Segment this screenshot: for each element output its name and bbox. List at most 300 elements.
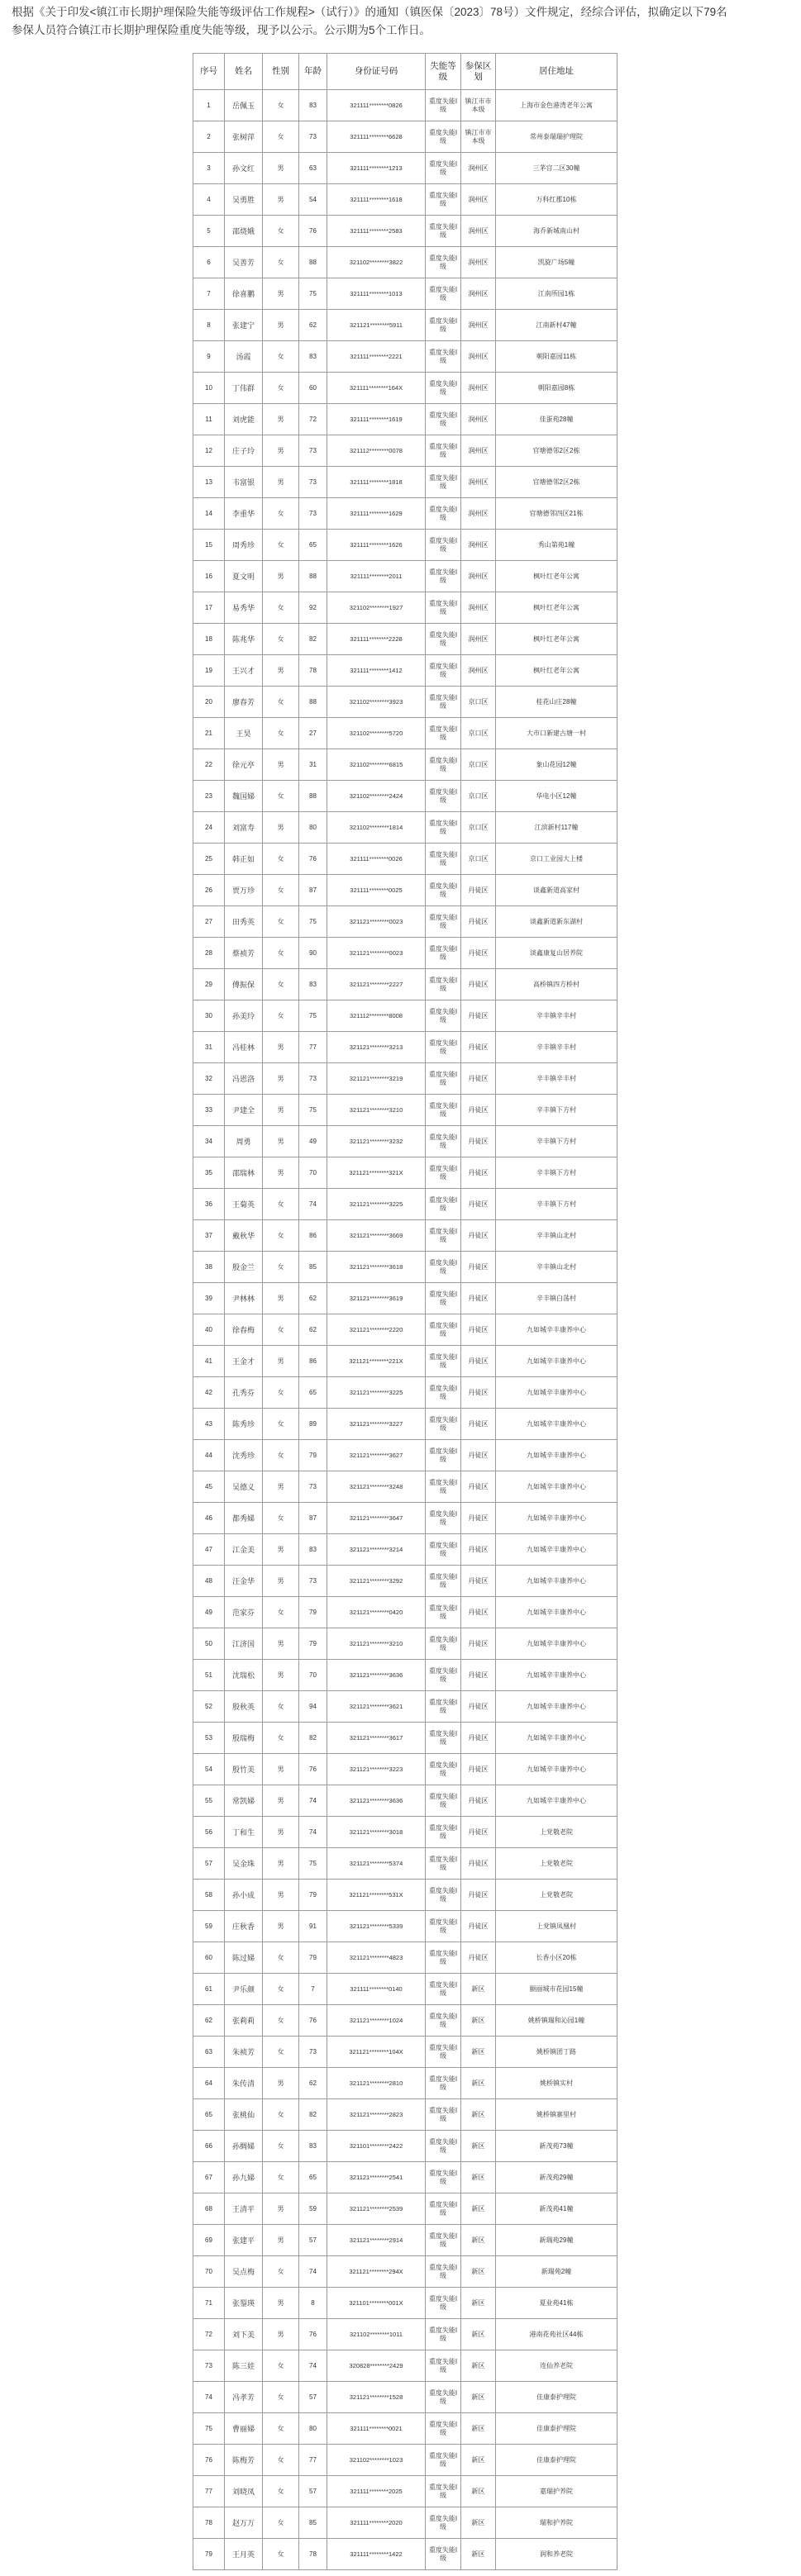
- cell-id-number: 321111********1818: [327, 467, 426, 498]
- cell-address: 常州泰瑞瑞护理院: [496, 121, 617, 153]
- cell-disability-level: 重度失能I级: [426, 561, 461, 592]
- table-row: [193, 2193, 617, 2225]
- cell-gender: 女: [263, 341, 299, 373]
- table-row: [193, 2162, 617, 2193]
- cell-district: 京口区: [461, 812, 496, 844]
- cell-gender: 男: [263, 1754, 299, 1785]
- cell-disability-level: 重度失能I级: [426, 1566, 461, 1597]
- cell-name: 吴德义: [225, 1471, 263, 1503]
- cell-district: 润州区: [461, 655, 496, 687]
- cell-name: 李重华: [225, 498, 263, 530]
- cell-district: 新区: [461, 2350, 496, 2382]
- cell-disability-level: 重度失能I级: [426, 1628, 461, 1660]
- cell-address: 江南新村47幢: [496, 310, 617, 341]
- cell-disability-level: 重度失能I级: [426, 2162, 461, 2193]
- table-row: [193, 2037, 617, 2068]
- cell-address: 上党敬老院: [496, 1848, 617, 1880]
- table-header-row: [193, 54, 617, 90]
- cell-no: 49: [193, 1597, 225, 1628]
- cell-id-number: 321102********1011: [327, 2319, 426, 2350]
- cell-address: 谈鑫康复山居养院: [496, 938, 617, 969]
- cell-district: 京口区: [461, 749, 496, 781]
- cell-name: 朱传清: [225, 2068, 263, 2099]
- cell-no: 7: [193, 278, 225, 310]
- cell-gender: 女: [263, 1314, 299, 1346]
- cell-disability-level: 重度失能I级: [426, 498, 461, 530]
- table-row: [193, 1157, 617, 1189]
- cell-disability-level: 重度失能I级: [426, 1189, 461, 1220]
- cell-disability-level: 重度失能I级: [426, 153, 461, 184]
- cell-name: 沈瑞松: [225, 1660, 263, 1691]
- cell-disability-level: 重度失能I级: [426, 2005, 461, 2037]
- table-row: [193, 1660, 617, 1691]
- cell-id-number: 321121********0023: [327, 906, 426, 938]
- cell-age: 73: [299, 2037, 327, 2068]
- cell-district: 丹徒区: [461, 1628, 496, 1660]
- cell-district: 丹徒区: [461, 1220, 496, 1252]
- cell-id-number: 321121********0023: [327, 938, 426, 969]
- cell-gender: 女: [263, 216, 299, 247]
- cell-disability-level: 重度失能I级: [426, 812, 461, 844]
- cell-disability-level: 重度失能I级: [426, 1000, 461, 1032]
- table-row: [193, 2413, 617, 2445]
- cell-gender: 女: [263, 1723, 299, 1754]
- cell-age: 62: [299, 1283, 327, 1314]
- table-row: [193, 1220, 617, 1252]
- cell-gender: 女: [263, 2413, 299, 2445]
- table-row: [193, 938, 617, 969]
- cell-gender: 女: [263, 875, 299, 906]
- cell-no: 26: [193, 875, 225, 906]
- cell-gender: 女: [263, 2037, 299, 2068]
- cell-address: 谈鑫新道高家村: [496, 875, 617, 906]
- cell-id-number: 321121********2539: [327, 2193, 426, 2225]
- cell-gender: 女: [263, 247, 299, 278]
- cell-district: 新区: [461, 2131, 496, 2162]
- cell-age: 63: [299, 153, 327, 184]
- table-row: [193, 875, 617, 906]
- cell-id-number: 321111********2020: [327, 2507, 426, 2539]
- cell-gender: 男: [263, 1628, 299, 1660]
- cell-id-number: 321121********221X: [327, 1346, 426, 1377]
- cell-gender: 男: [263, 561, 299, 592]
- cell-district: 丹徒区: [461, 1942, 496, 1974]
- cell-age: 76: [299, 2005, 327, 2037]
- cell-name: 周勇: [225, 1126, 263, 1157]
- table-row: [193, 310, 617, 341]
- cell-disability-level: 重度失能I级: [426, 1377, 461, 1409]
- cell-disability-level: 重度失能I级: [426, 969, 461, 1000]
- cell-name: 徐喜鹏: [225, 278, 263, 310]
- cell-name: 曹丽娣: [225, 2413, 263, 2445]
- cell-name: 邵烧娥: [225, 216, 263, 247]
- cell-disability-level: 重度失能I级: [426, 1063, 461, 1095]
- cell-district: 丹徒区: [461, 1660, 496, 1691]
- cell-age: 65: [299, 530, 327, 561]
- cell-no: 3: [193, 153, 225, 184]
- cell-district: 京口区: [461, 687, 496, 718]
- cell-address: 秀山第苑1幢: [496, 530, 617, 561]
- cell-no: 69: [193, 2225, 225, 2256]
- cell-address: 九如城辛丰康养中心: [496, 1314, 617, 1346]
- cell-no: 37: [193, 1220, 225, 1252]
- cell-address: 新瑞苑2幢: [496, 2256, 617, 2288]
- cell-gender: 女: [263, 718, 299, 749]
- cell-disability-level: 重度失能I级: [426, 2319, 461, 2350]
- cell-district: 新区: [461, 2099, 496, 2131]
- cell-address: 九如城辛丰康养中心: [496, 1346, 617, 1377]
- cell-address: 上党镇凤凰村: [496, 1911, 617, 1942]
- cell-no: 75: [193, 2413, 225, 2445]
- cell-district: 新区: [461, 2319, 496, 2350]
- table-row: [193, 1377, 617, 1409]
- cell-age: 83: [299, 2131, 327, 2162]
- cell-district: 润州区: [461, 467, 496, 498]
- cell-id-number: 321111********0140: [327, 1974, 426, 2005]
- cell-gender: 男: [263, 812, 299, 844]
- cell-disability-level: 重度失能I级: [426, 938, 461, 969]
- cell-disability-level: 重度失能I级: [426, 2131, 461, 2162]
- cell-address: 佳康泰护理院: [496, 2382, 617, 2413]
- cell-disability-level: 重度失能I级: [426, 2256, 461, 2288]
- cell-district: 丹徒区: [461, 1377, 496, 1409]
- cell-address: 夏业苑41栋: [496, 2288, 617, 2319]
- cell-disability-level: 重度失能I级: [426, 655, 461, 687]
- cell-address: 枫叶红老年公寓: [496, 624, 617, 655]
- cell-no: 59: [193, 1911, 225, 1942]
- cell-address: 九如城辛丰康养中心: [496, 1691, 617, 1723]
- cell-district: 丹徒区: [461, 938, 496, 969]
- cell-gender: 女: [263, 498, 299, 530]
- cell-no: 72: [193, 2319, 225, 2350]
- cell-district: 京口区: [461, 718, 496, 749]
- cell-no: 38: [193, 1252, 225, 1283]
- cell-age: 80: [299, 2413, 327, 2445]
- cell-id-number: 321111********0826: [327, 90, 426, 121]
- cell-age: 85: [299, 2507, 327, 2539]
- cell-disability-level: 重度失能I级: [426, 1817, 461, 1848]
- cell-address: 朝阳嘉园8栋: [496, 373, 617, 404]
- cell-name: 刘富寿: [225, 812, 263, 844]
- cell-gender: 男: [263, 1534, 299, 1566]
- cell-age: 90: [299, 938, 327, 969]
- cell-gender: 女: [263, 2507, 299, 2539]
- cell-id-number: 321111********2011: [327, 561, 426, 592]
- cell-name: 张树萍: [225, 121, 263, 153]
- cell-id-number: 321121********3018: [327, 1817, 426, 1848]
- cell-id-number: 321121********3213: [327, 1032, 426, 1063]
- cell-name: 丁伟群: [225, 373, 263, 404]
- cell-address: 华电小区12幢: [496, 781, 617, 812]
- cell-disability-level: 重度失能I级: [426, 1126, 461, 1157]
- cell-id-number: 321101********001X: [327, 2288, 426, 2319]
- cell-disability-level: 重度失能I级: [426, 467, 461, 498]
- cell-id-number: 321102********6815: [327, 749, 426, 781]
- cell-disability-level: 重度失能I级: [426, 1095, 461, 1126]
- cell-district: 丹徒区: [461, 1723, 496, 1754]
- cell-id-number: 321111********1013: [327, 278, 426, 310]
- cell-age: 83: [299, 969, 327, 1000]
- cell-gender: 男: [263, 1785, 299, 1817]
- cell-no: 62: [193, 2005, 225, 2037]
- cell-address: 朝阳嘉园11栋: [496, 341, 617, 373]
- cell-disability-level: 重度失能I级: [426, 718, 461, 749]
- cell-gender: 男: [263, 1660, 299, 1691]
- header-name: 姓名: [225, 54, 263, 90]
- table-row: [193, 1471, 617, 1503]
- cell-district: 丹徒区: [461, 1409, 496, 1440]
- table-row: [193, 1785, 617, 1817]
- cell-disability-level: 重度失能I级: [426, 624, 461, 655]
- cell-age: 87: [299, 1503, 327, 1534]
- cell-district: 丹徒区: [461, 1566, 496, 1597]
- cell-district: 丹徒区: [461, 1283, 496, 1314]
- cell-name: 孙九娣: [225, 2162, 263, 2193]
- cell-district: 丹徒区: [461, 1597, 496, 1628]
- cell-address: 九如城辛丰康养中心: [496, 1628, 617, 1660]
- cell-name: 丁和生: [225, 1817, 263, 1848]
- cell-name: 傅振保: [225, 969, 263, 1000]
- cell-address: 桂花山庄28幢: [496, 687, 617, 718]
- cell-age: 76: [299, 216, 327, 247]
- table-row: [193, 467, 617, 498]
- cell-gender: 女: [263, 969, 299, 1000]
- cell-gender: 女: [263, 1974, 299, 2005]
- cell-gender: 女: [263, 1220, 299, 1252]
- cell-address: 姚桥镇瑞和沁园1幢: [496, 2005, 617, 2037]
- cell-gender: 女: [263, 687, 299, 718]
- cell-id-number: 321121********104X: [327, 2037, 426, 2068]
- cell-no: 46: [193, 1503, 225, 1534]
- table-row: [193, 184, 617, 216]
- cell-address: 新瑞苑29幢: [496, 2225, 617, 2256]
- cell-disability-level: 重度失能I级: [426, 781, 461, 812]
- cell-address: 三茅宫二区30幢: [496, 153, 617, 184]
- table-row: [193, 1440, 617, 1471]
- cell-age: 78: [299, 2539, 327, 2570]
- cell-id-number: 321111********6628: [327, 121, 426, 153]
- cell-age: 62: [299, 310, 327, 341]
- cell-disability-level: 重度失能I级: [426, 1032, 461, 1063]
- cell-name: 王月英: [225, 2539, 263, 2570]
- cell-disability-level: 重度失能I级: [426, 435, 461, 467]
- cell-name: 魏国娣: [225, 781, 263, 812]
- cell-no: 1: [193, 90, 225, 121]
- table-row: [193, 2445, 617, 2476]
- cell-id-number: 321121********3248: [327, 1471, 426, 1503]
- table-row: [193, 1283, 617, 1314]
- cell-disability-level: 重度失能I级: [426, 373, 461, 404]
- cell-no: 56: [193, 1817, 225, 1848]
- table-row: [193, 1754, 617, 1785]
- cell-no: 66: [193, 2131, 225, 2162]
- cell-district: 丹徒区: [461, 1785, 496, 1817]
- cell-district: 润州区: [461, 404, 496, 435]
- cell-disability-level: 重度失能I级: [426, 1880, 461, 1911]
- cell-id-number: 321121********2227: [327, 969, 426, 1000]
- cell-district: 新区: [461, 1974, 496, 2005]
- cell-id-number: 321121********5339: [327, 1911, 426, 1942]
- table-row: [193, 1032, 617, 1063]
- table-row: [193, 2225, 617, 2256]
- cell-no: 67: [193, 2162, 225, 2193]
- cell-name: 江济国: [225, 1628, 263, 1660]
- table-row: [193, 718, 617, 749]
- cell-no: 8: [193, 310, 225, 341]
- header-gender: 性别: [263, 54, 299, 90]
- cell-disability-level: 重度失能I级: [426, 1157, 461, 1189]
- cell-address: 象山花园12幢: [496, 749, 617, 781]
- cell-gender: 女: [263, 373, 299, 404]
- cell-disability-level: 重度失能I级: [426, 1534, 461, 1566]
- cell-age: 76: [299, 844, 327, 875]
- cell-gender: 女: [263, 938, 299, 969]
- cell-district: 丹徒区: [461, 1314, 496, 1346]
- cell-name: 汪金华: [225, 1566, 263, 1597]
- cell-age: 89: [299, 1409, 327, 1440]
- cell-address: 九如城辛丰康养中心: [496, 1440, 617, 1471]
- table-row: [193, 2382, 617, 2413]
- cell-id-number: 321121********0420: [327, 1597, 426, 1628]
- cell-id-number: 321121********3669: [327, 1220, 426, 1252]
- cell-district: 新区: [461, 2193, 496, 2225]
- cell-name: 庄子玲: [225, 435, 263, 467]
- cell-id-number: 321121********3627: [327, 1440, 426, 1471]
- cell-id-number: 321121********3219: [327, 1063, 426, 1095]
- table-row: [193, 2507, 617, 2539]
- cell-address: 江滨新村117幢: [496, 812, 617, 844]
- cell-address: 嘉瑞护养院: [496, 2476, 617, 2507]
- table-row: [193, 1000, 617, 1032]
- cell-district: 新区: [461, 2162, 496, 2193]
- cell-address: 新茂苑41幢: [496, 2193, 617, 2225]
- table-row: [193, 1911, 617, 1942]
- cell-id-number: 321121********3227: [327, 1409, 426, 1440]
- cell-name: 朱祯芳: [225, 2037, 263, 2068]
- cell-age: 77: [299, 1032, 327, 1063]
- cell-district: 丹徒区: [461, 1471, 496, 1503]
- cell-id-number: 321121********3621: [327, 1691, 426, 1723]
- cell-name: 邵瑞林: [225, 1157, 263, 1189]
- cell-district: 丹徒区: [461, 1063, 496, 1095]
- cell-no: 76: [193, 2445, 225, 2476]
- cell-address: 官塘德邻2区2栋: [496, 467, 617, 498]
- cell-gender: 男: [263, 749, 299, 781]
- cell-age: 92: [299, 592, 327, 624]
- cell-id-number: 321102********3923: [327, 687, 426, 718]
- cell-no: 61: [193, 1974, 225, 2005]
- cell-address: 高桥镇四方桥村: [496, 969, 617, 1000]
- cell-name: 张桃仙: [225, 2099, 263, 2131]
- cell-address: 九如城辛丰康养中心: [496, 1377, 617, 1409]
- cell-gender: 男: [263, 467, 299, 498]
- cell-address: 颐丽城市花园15幢: [496, 1974, 617, 2005]
- cell-name: 庄秋香: [225, 1911, 263, 1942]
- cell-no: 17: [193, 592, 225, 624]
- cell-district: 丹徒区: [461, 1848, 496, 1880]
- cell-disability-level: 重度失能I级: [426, 687, 461, 718]
- cell-address: 辛丰镇下方村: [496, 1126, 617, 1157]
- cell-district: 润州区: [461, 624, 496, 655]
- cell-disability-level: 重度失能I级: [426, 1314, 461, 1346]
- cell-district: 丹徒区: [461, 1503, 496, 1534]
- cell-no: 19: [193, 655, 225, 687]
- cell-gender: 男: [263, 310, 299, 341]
- cell-no: 58: [193, 1880, 225, 1911]
- table-row: [193, 498, 617, 530]
- cell-address: 九如城辛丰康养中心: [496, 1660, 617, 1691]
- cell-address: 瑞和护养院: [496, 2507, 617, 2539]
- cell-district: 丹徒区: [461, 1252, 496, 1283]
- roster-table: [193, 53, 617, 2570]
- cell-id-number: 321121********3617: [327, 1723, 426, 1754]
- table-row: [193, 1409, 617, 1440]
- table-row: [193, 624, 617, 655]
- cell-disability-level: 重度失能I级: [426, 592, 461, 624]
- cell-name: 殷秋英: [225, 1691, 263, 1723]
- cell-address: 江南所园1栋: [496, 278, 617, 310]
- table-row: [193, 1597, 617, 1628]
- cell-address: 京口工业园大上楼: [496, 844, 617, 875]
- cell-district: 丹徒区: [461, 875, 496, 906]
- cell-address: 九如城辛丰康养中心: [496, 1471, 617, 1503]
- cell-id-number: 321111********1422: [327, 2539, 426, 2570]
- table-row: [193, 2476, 617, 2507]
- cell-district: 润州区: [461, 530, 496, 561]
- cell-disability-level: 重度失能I级: [426, 1220, 461, 1252]
- cell-age: 57: [299, 2476, 327, 2507]
- cell-district: 新区: [461, 2256, 496, 2288]
- table-row: [193, 1346, 617, 1377]
- cell-address: 九如城辛丰康养中心: [496, 1534, 617, 1566]
- cell-address: 辛丰镇山北村: [496, 1220, 617, 1252]
- table-row: [193, 1723, 617, 1754]
- cell-name: 吴点梅: [225, 2256, 263, 2288]
- cell-gender: 男: [263, 655, 299, 687]
- cell-district: 丹徒区: [461, 1880, 496, 1911]
- cell-no: 12: [193, 435, 225, 467]
- table-row: [193, 781, 617, 812]
- cell-id-number: 321121********1024: [327, 2005, 426, 2037]
- cell-id-number: 321121********2541: [327, 2162, 426, 2193]
- cell-no: 79: [193, 2539, 225, 2570]
- cell-no: 70: [193, 2256, 225, 2288]
- cell-id-number: 321121********2823: [327, 2099, 426, 2131]
- cell-name: 蔡祯芳: [225, 938, 263, 969]
- cell-age: 78: [299, 655, 327, 687]
- cell-name: 尹建全: [225, 1095, 263, 1126]
- cell-gender: 女: [263, 592, 299, 624]
- cell-id-number: 321121********1528: [327, 2382, 426, 2413]
- table-row: [193, 341, 617, 373]
- cell-no: 23: [193, 781, 225, 812]
- cell-gender: 男: [263, 1095, 299, 1126]
- cell-id-number: 321111********1412: [327, 655, 426, 687]
- cell-gender: 女: [263, 2005, 299, 2037]
- cell-address: 港南花苑社区44栋: [496, 2319, 617, 2350]
- table-row: [193, 1252, 617, 1283]
- cell-id-number: 321102********1023: [327, 2445, 426, 2476]
- cell-age: 57: [299, 2225, 327, 2256]
- cell-no: 11: [193, 404, 225, 435]
- cell-name: 范家芬: [225, 1597, 263, 1628]
- cell-id-number: 321102********5720: [327, 718, 426, 749]
- cell-gender: 男: [263, 404, 299, 435]
- cell-id-number: 321121********3225: [327, 1377, 426, 1409]
- cell-no: 73: [193, 2350, 225, 2382]
- table-row: [193, 1095, 617, 1126]
- cell-district: 丹徒区: [461, 1691, 496, 1723]
